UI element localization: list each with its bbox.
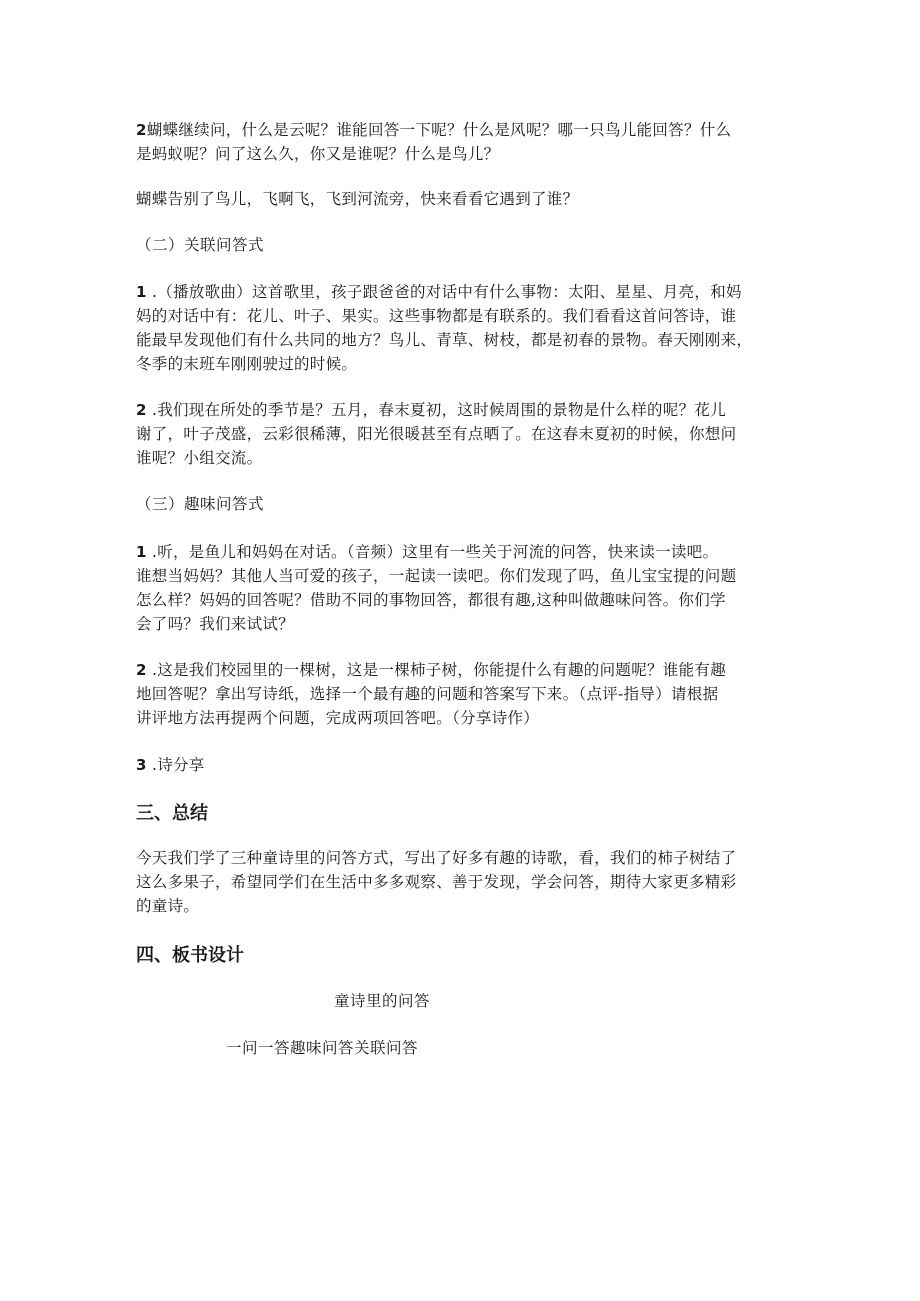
paragraph-fun-2 bbox=[136, 658, 800, 730]
paragraph-line: .诗分享 bbox=[146, 756, 205, 774]
paragraph-line: 能最早发现他们有什么共同的地方？鸟儿、青草、树枝，都是初春的景物。春天刚刚来， bbox=[136, 331, 753, 349]
subheading-related-qa: （二）关联问答式 bbox=[136, 236, 265, 254]
paragraph-fun-1 bbox=[136, 540, 800, 636]
item-number: 2 bbox=[136, 121, 147, 139]
item-number: 1 bbox=[136, 283, 147, 301]
paragraph-line: 是蚂蚁呢？问了这么久，你又是谁呢？什么是鸟儿？ bbox=[136, 145, 500, 163]
subheading-fun-qa: （三）趣味问答式 bbox=[136, 495, 265, 513]
paragraph-line: 妈的对话中有：花儿、叶子、果实。这些事物都是有联系的。我们看看这首问答诗，谁 bbox=[136, 307, 737, 325]
paragraph-line: .这是我们校园里的一棵树，这是一棵柿子树，你能提什么有趣的问题呢？谁能有趣 bbox=[146, 661, 727, 679]
paragraph-butterfly-questions bbox=[136, 118, 800, 166]
paragraph-fun-3 bbox=[136, 753, 800, 777]
paragraph-line: 蝴蝶继续问，什么是云呢？谁能回答一下呢？什么是风呢？哪一只鸟儿能回答？什么 bbox=[146, 121, 732, 139]
item-number: 2 bbox=[136, 401, 147, 419]
item-number: 2 bbox=[136, 661, 147, 679]
paragraph-line: 谢了，叶子茂盛，云彩很稀薄，阳光很暖甚至有点晒了。在这春末夏初的时候，你想问 bbox=[136, 425, 737, 443]
paragraph-line: 谁想当妈妈？其他人当可爱的孩子，一起读一读吧。你们发现了吗，鱼儿宝宝提的问题 bbox=[136, 567, 737, 585]
paragraph-related-2 bbox=[136, 398, 800, 470]
item-number: 1 bbox=[136, 543, 147, 561]
paragraph-summary bbox=[136, 846, 800, 918]
paragraph-line: 怎么样？妈妈的回答呢？借助不同的事物回答，都很有趣,这种叫做趣味问答。你们学 bbox=[136, 591, 726, 609]
paragraph-line: .（播放歌曲）这首歌里，孩子跟爸爸的对话中有什么事物：太阳、星星、月亮，和妈 bbox=[146, 283, 742, 301]
board-items: 一问一答趣味问答关联问答 bbox=[226, 1039, 419, 1057]
section-heading-summary: 三、总结 bbox=[136, 803, 208, 824]
paragraph-related-1 bbox=[136, 280, 800, 376]
paragraph-line: 谁呢？小组交流。 bbox=[136, 449, 263, 467]
paragraph-line: .我们现在所处的季节是？五月，春末夏初，这时候周围的景物是什么样的呢？花儿 bbox=[146, 401, 727, 419]
paragraph-line: 蝴蝶告别了鸟儿，飞啊飞，飞到河流旁，快来看看它遇到了谁？ bbox=[136, 190, 579, 208]
paragraph-butterfly-farewell bbox=[136, 187, 800, 211]
paragraph-line: 今天我们学了三种童诗里的问答方式，写出了好多有趣的诗歌，看，我们的柿子树结了 bbox=[136, 849, 737, 867]
paragraph-line: .听，是鱼儿和妈妈在对话。（音频）这里有一些关于河流的问答，快来读一读吧。 bbox=[146, 543, 719, 561]
paragraph-line: 冬季的末班车刚刚驶过的时候。 bbox=[136, 355, 358, 373]
paragraph-line: 这么多果子，希望同学们在生活中多多观察、善于发现，学会问答，期待大家更多精彩 bbox=[136, 873, 737, 891]
paragraph-line: 会了吗？我们来试试？ bbox=[136, 615, 295, 633]
paragraph-line: 地回答呢？拿出写诗纸，选择一个最有趣的问题和答案写下来。（点评-指导）请根据 bbox=[136, 685, 719, 703]
paragraph-line: 讲评地方法再提两个问题，完成两项回答吧。（分享诗作） bbox=[136, 709, 540, 727]
section-heading-board-design: 四、板书设计 bbox=[136, 945, 244, 966]
item-number: 3 bbox=[136, 756, 147, 774]
board-title: 童诗里的问答 bbox=[334, 992, 431, 1010]
paragraph-line: 的童诗。 bbox=[136, 897, 200, 915]
